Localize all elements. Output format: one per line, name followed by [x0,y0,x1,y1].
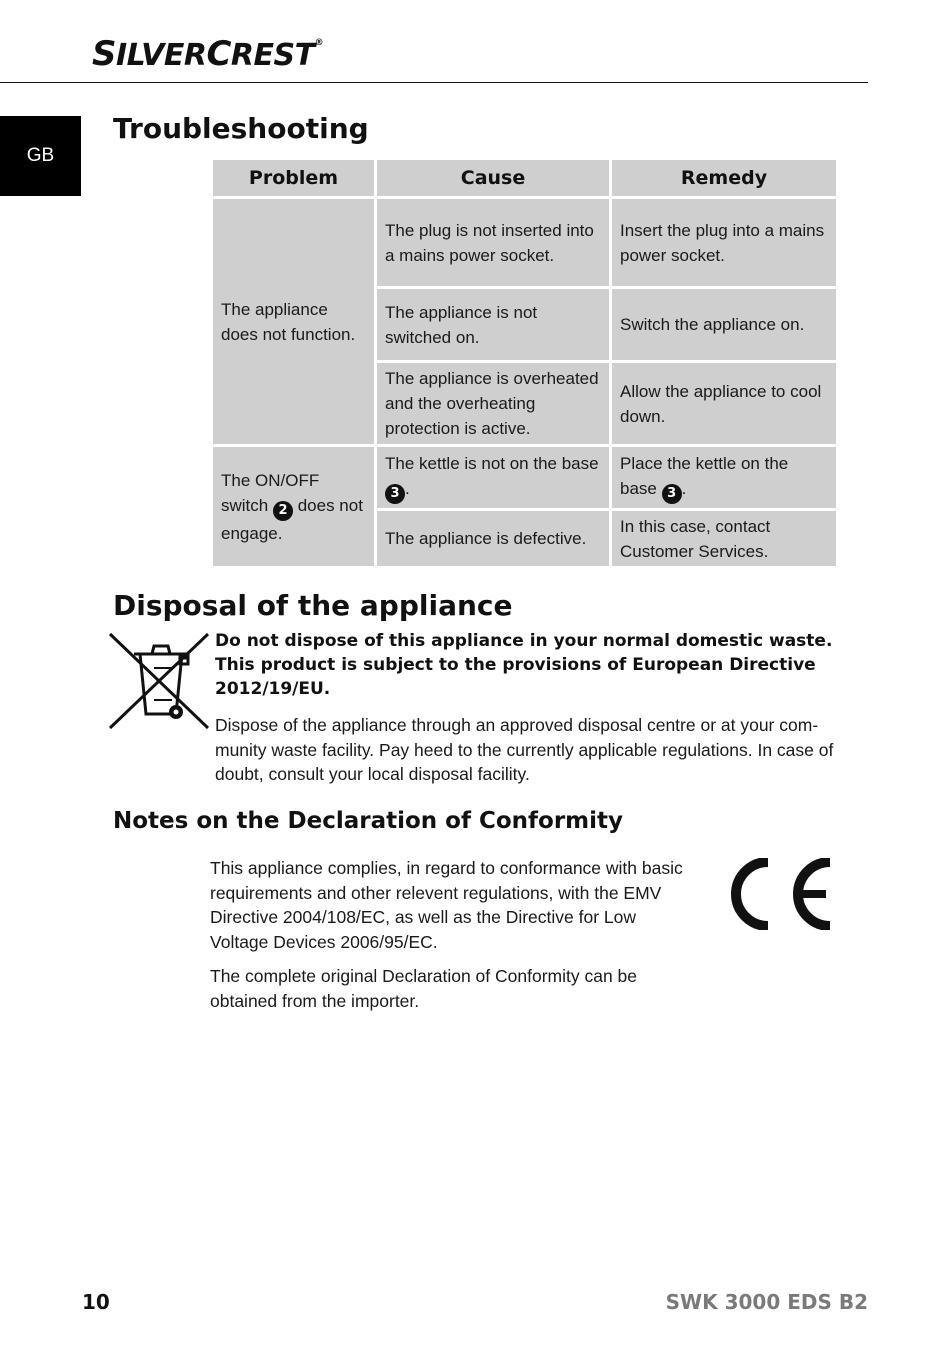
header-divider [0,82,868,83]
crossed-out-wheelie-bin-icon [106,632,212,730]
troubleshooting-table [210,157,839,569]
disposal-warning: Do not dispose of this appliance in your normal domestic waste. This product is subject to the provisions of European Directive 2012/19/EU. [215,631,833,699]
part-number-badge: 3 [662,484,682,504]
brand-logo: SILVERCREST® [92,34,324,74]
language-tab: GB [0,116,81,196]
remedy-cell: Allow the appliance to cool down. [611,362,838,446]
disposal-heading: Disposal of the appliance [113,589,513,622]
troubleshooting-heading: Troubleshooting [113,112,369,145]
model-number: SWK 3000 EDS B2 [665,1290,868,1314]
conformity-paragraph: This appliance complies, in regard to conformance with basic requirements and other relevent regulations, with the EMV Directive 2004/108/EC, as well as the Directive for Low Voltage Devices 2006/95/EC. [210,858,683,952]
cause-cell: The plug is not inserted into a mains power socket. [376,198,611,288]
table-row [212,446,838,510]
cause-cell: The kettle is not on the base 3 . [376,446,611,510]
table-row [212,198,838,288]
ce-mark-icon [728,858,836,930]
problem-cell: The appliance does not function. [212,198,376,446]
page-number: 10 [82,1290,110,1314]
cause-cell: The appliance is overheated and the overheating protection is active. [376,362,611,446]
column-header-remedy: Remedy [611,159,838,198]
cause-cell: The appliance is defective. [376,510,611,568]
part-number-badge: 3 [385,484,405,504]
remedy-cell: Insert the plug into a mains power socket. [611,198,838,288]
problem-cell: The ON/OFF switch 2 does not engage. [212,446,376,568]
cause-cell: The appliance is not switched on. [376,288,611,362]
remedy-cell: In this case, contact Customer Services. [611,510,838,568]
column-header-cause: Cause [376,159,611,198]
remedy-cell: Place the kettle on the base 3 . [611,446,838,510]
conformity-heading: Notes on the Declaration of Conformity [113,808,624,834]
column-header-problem: Problem [212,159,376,198]
conformity-paragraph: The complete original Declaration of Conformity can be obtained from the importer. [210,966,638,1011]
disposal-text: Dispose of the appliance through an approved disposal centre or at your community waste facility. Pay heed to the currently applicable regulations. In case of doubt, consult your local disposal facility. [215,715,834,784]
table-header-row [212,159,838,198]
part-number-badge: 2 [273,501,293,521]
remedy-cell: Switch the appliance on. [611,288,838,362]
